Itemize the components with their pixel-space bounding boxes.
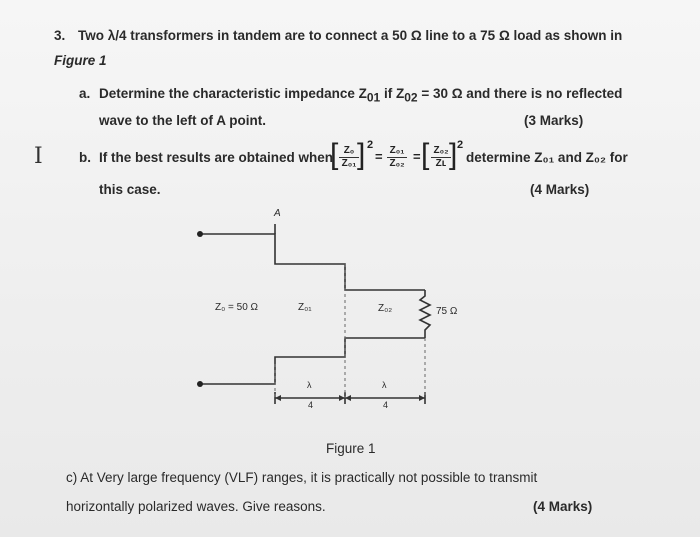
- load-resistor: [420, 290, 430, 338]
- equals-1: =: [375, 149, 383, 164]
- z0-label: Z₀ = 50 Ω: [215, 302, 259, 313]
- part-a-sub1: 01: [366, 90, 381, 105]
- load-label: 75 Ω: [436, 306, 458, 317]
- top-conductor: [200, 234, 425, 290]
- terminal-dot-top: [197, 231, 203, 237]
- part-a-sub2: 02: [404, 90, 418, 105]
- fraction-2-den: Z₀₂: [389, 158, 405, 169]
- bracket-open-2: [: [421, 138, 430, 171]
- bracket-close-1: ]: [357, 138, 366, 171]
- bottom-conductor: [200, 338, 425, 384]
- part-a-text1: Determine the characteristic impedance Z: [99, 86, 367, 101]
- part-b-line2: this case.: [99, 182, 161, 197]
- dimension-arrow-4: [419, 395, 425, 401]
- part-a-line2: wave to the left of A point.: [99, 113, 266, 128]
- figure-caption: Figure 1: [326, 441, 376, 456]
- part-b-marks: (4 Marks): [530, 182, 590, 197]
- fraction-3-den: Zʟ: [435, 158, 447, 169]
- dimension-arrow-3: [345, 395, 351, 401]
- lambda-1-bottom: 4: [308, 400, 314, 410]
- part-b-label: b.: [79, 150, 91, 165]
- part-a-marks: (3 Marks): [524, 113, 584, 128]
- point-a-label: A: [274, 208, 281, 219]
- dimension-arrow-1: [275, 395, 281, 401]
- bracket-open-1: [: [330, 138, 339, 171]
- fraction-1-num: Z₀: [343, 145, 355, 156]
- part-b-line1-end: determine Z₀₁ and Z₀₂ for: [466, 150, 628, 165]
- equals-2: =: [413, 149, 421, 164]
- dimension-arrow-2: [339, 395, 345, 401]
- exponent-1: 2: [367, 139, 374, 151]
- part-c-line2: horizontally polarized waves. Give reasons.: [66, 499, 326, 514]
- fraction-2-num: Z₀₁: [389, 145, 405, 156]
- bracket-close-2: ]: [449, 138, 458, 171]
- question-intro-line2: Figure 1: [54, 53, 107, 68]
- lambda-2-top: λ: [382, 380, 387, 390]
- lambda-2-bottom: 4: [383, 400, 389, 410]
- lambda-1-top: λ: [307, 380, 312, 390]
- part-a-text2: if Z: [380, 86, 405, 101]
- part-c-marks: (4 Marks): [533, 499, 593, 514]
- fraction-1-den: Z₀₁: [341, 158, 357, 169]
- part-c-line1: c) At Very large frequency (VLF) ranges, it is practically not possible to transmit: [66, 470, 538, 485]
- terminal-dot-bottom: [197, 381, 203, 387]
- fraction-3-num: Z₀₂: [433, 145, 449, 156]
- z01-label: Z₀₁: [298, 302, 312, 313]
- question-intro-line1: Two λ/4 transformers in tandem are to connect a 50 Ω line to a 75 Ω load as shown in: [78, 28, 623, 43]
- question-number: 3.: [54, 28, 66, 43]
- z02-label: Z₀₂: [378, 303, 393, 314]
- part-a-label: a.: [79, 86, 91, 101]
- part-b-line1-start: If the best results are obtained when: [99, 150, 334, 165]
- exponent-2: 2: [457, 139, 464, 151]
- part-a-text3: = 30 Ω and there is no reflected: [417, 86, 623, 101]
- text-cursor-icon: I: [34, 144, 43, 169]
